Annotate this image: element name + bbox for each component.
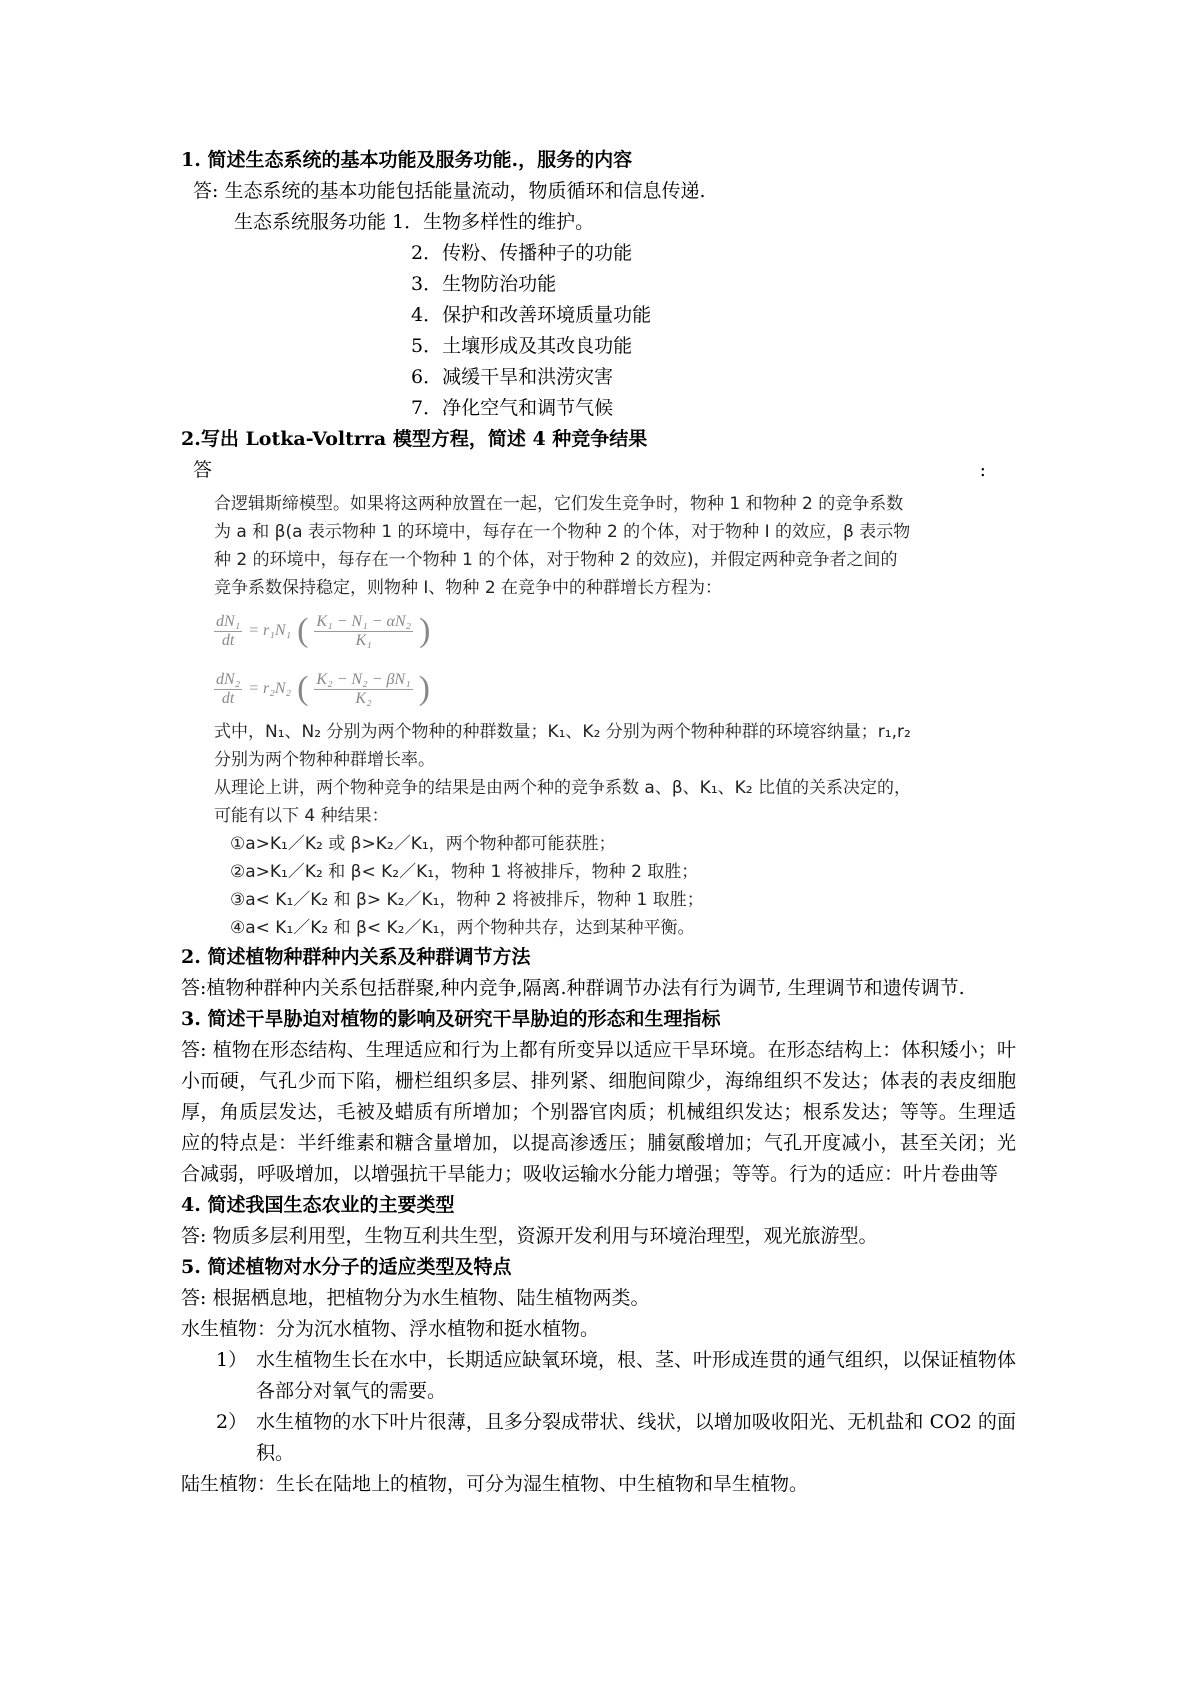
image-line: 为 a 和 β(a 表示物种 1 的环境中，每存在一个物种 2 的个体，对于物种 I 的效应，β 表示物: [214, 522, 911, 542]
q1-heading: 1. 简述生态系统的基本功能及服务功能.，服务的内容: [181, 149, 633, 171]
q6-heading: 5. 简述植物对水分子的适应类型及特点: [181, 1256, 512, 1278]
result-item: ①a>K₁／K₂ 或 β>K₂／K₁，两个物种都可能获胜；: [230, 834, 616, 854]
q1-service-item: 6．减缓干旱和洪涝灾害: [411, 366, 614, 388]
eq-num: K₁ − N₁ − αN₂: [316, 612, 412, 630]
eq-lhs-den: dt: [221, 631, 235, 649]
eq-den: K₁: [355, 631, 372, 649]
image-line: 竞争系数保持稳定，则物种 I、物种 2 在竞争中的种群增长方程为：: [214, 578, 723, 598]
q4-answer: 答: 植物在形态结构、生理适应和行为上都有所变异以适应干旱环境。在形态结构上：体积矮小；叶小而硬，气孔少而下陷，栅栏组织多层、排列紧、细胞间隙少，海绵组织不发达；体表的表皮细胞厚，角质层发达，毛被及蜡质有所增加；个别器官肉质；机械组织发达；根系发达；等等。生理适应的特点是：半纤维素和糖含量增加，以提高渗透压；脯氨酸增加；气孔开度减小，甚至关闭；光合减弱，呼吸增加，以增强抗干旱能力；吸收运输水分能力增强；等等。行为的适应：叶片卷曲等: [181, 1039, 1016, 1185]
image-line: 种 2 的环境中，每存在一个物种 1 的个体，对于物种 2 的效应)，并假定两种竞争者之间的: [214, 550, 898, 570]
q3-heading: 2. 简述植物种群种内关系及种群调节方法: [181, 946, 531, 968]
item-text: 水生植物的水下叶片很薄，且多分裂成带状、线状，以增加吸收阳光、无机盐和 CO2 的面积。: [256, 1411, 1016, 1464]
q4-heading: 3. 简述干旱胁迫对植物的影响及研究干旱胁迫的形态和生理指标: [181, 1008, 721, 1030]
q1-service-item: 2．传粉、传播种子的功能: [411, 242, 633, 264]
q5-answer: 答: 物质多层利用型，生物互利共生型，资源开发利用与环境治理型，观光旅游型。: [181, 1225, 878, 1247]
eq-lhs-den: dt: [221, 689, 235, 707]
result-item: ②a>K₁／K₂ 和 β< K₂／K₁，物种 1 将被排斥，物种 2 取胜；: [230, 862, 699, 882]
q6-item: [181, 1407, 1016, 1469]
image-line: 分别为两个物种种群增长率。: [214, 750, 435, 770]
result-item: ③a< K₁／K₂ 和 β> K₂／K₁，物种 2 将被排斥，物种 1 取胜；: [230, 890, 704, 910]
q6-aquatic: 水生植物：分为沉水植物、浮水植物和挺水植物。: [181, 1318, 600, 1340]
image-line: 从理论上讲，两个物种竞争的结果是由两个种的竞争系数 a、β、K₁、K₂ 比值的关系决定的，: [214, 778, 911, 798]
q1-service-item: 3．生物防治功能: [411, 273, 557, 295]
eq-lhs-num: dN₁: [216, 612, 241, 630]
q2-heading: 2.写出 Lotka-Voltrra 模型方程，简述 4 种竞争结果: [181, 428, 648, 450]
q5-heading: 4. 简述我国生态农业的主要类型: [181, 1194, 455, 1216]
image-line: 合逻辑斯缔模型。如果将这两种放置在一起，它们发生竞争时，物种 1 和物种 2 的竞争系数: [214, 494, 904, 514]
eq-rhs: = r₁N₁: [248, 622, 292, 639]
answer-label: 答: [193, 459, 213, 481]
eq-num: K₂ − N₂ − βN₁: [316, 670, 411, 688]
eq-den: K₂: [355, 689, 372, 707]
eq-rhs: = r₂N₂: [248, 680, 292, 697]
q6-answer: 答: 根据栖息地，把植物分为水生植物、陆生植物两类。: [181, 1287, 650, 1309]
result-item: ④a< K₁／K₂ 和 β< K₂／K₁，两个物种共存，达到某种平衡。: [230, 918, 695, 938]
colon: :: [979, 459, 986, 481]
item-number: 2）: [216, 1411, 248, 1433]
equation-1: $\frac{\text{dN₁}}{dt}$ = r₁N₁ ( $\frac{\text{K₁ − N₁ − αN₂}}{\text{K₁}}$ ): [216, 612, 431, 649]
q6-item: [181, 1345, 1016, 1407]
item-text: 水生植物生长在水中，长期适应缺氧环境，根、茎、叶形成连贯的通气组织，以保证植物体各部分对氧气的需要。: [256, 1349, 1017, 1402]
q1-service-item: 5．土壤形成及其改良功能: [411, 335, 633, 357]
item-number: 1）: [216, 1349, 248, 1371]
image-line: 可能有以下 4 种结果：: [214, 806, 389, 826]
q1-service-item: 7．净化空气和调节气候: [411, 397, 614, 419]
q2-answer-label: [181, 455, 1016, 486]
q1-service-item: 4．保护和改善环境质量功能: [411, 304, 652, 326]
document-page: [181, 145, 1016, 1500]
embedded-formula-image: [214, 490, 964, 942]
q1-services-label: 生态系统服务功能 1．生物多样性的维护。: [234, 211, 595, 233]
image-line: 式中，N₁、N₂ 分别为两个物种的种群数量；K₁、K₂ 分别为两个物种种群的环境容纳量；r₁,r₂: [214, 722, 911, 742]
eq-lhs-num: dN₂: [216, 670, 241, 688]
q3-answer: 答:植物种群种内关系包括群聚,种内竞争,隔离.种群调节办法有行为调节, 生理调节和遗传调节.: [181, 977, 965, 999]
q1-answer: 答: 生态系统的基本功能包括能量流动，物质循环和信息传递.: [193, 180, 706, 202]
q6-terrestrial: 陆生植物：生长在陆地上的植物，可分为湿生植物、中生植物和旱生植物。: [181, 1473, 809, 1495]
equation-2: $\frac{\text{dN₂}}{dt}$ = r₂N₂ ( $\frac{\text{K₂ − N₂ − βN₁}}{\text{K₂}}$ ): [216, 670, 430, 707]
